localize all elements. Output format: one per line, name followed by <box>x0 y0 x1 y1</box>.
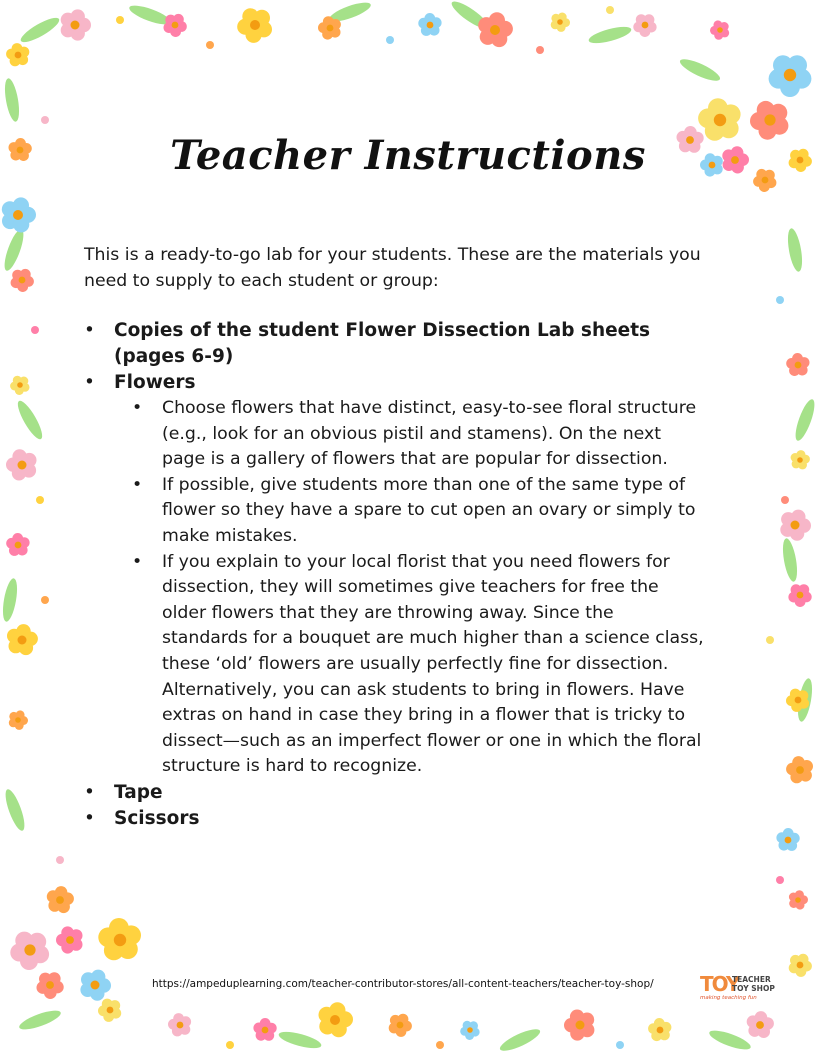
leaf-shape <box>792 397 816 442</box>
confetti-dot <box>536 46 544 54</box>
leaf-shape <box>18 14 62 46</box>
flower-icon <box>791 450 810 469</box>
leaf-shape <box>780 537 799 582</box>
flower-icon <box>418 13 441 36</box>
flower-icon <box>478 12 513 47</box>
leaf-shape <box>2 77 21 122</box>
flower-icon <box>11 269 34 292</box>
leaf-shape <box>707 1027 752 1053</box>
confetti-dot <box>31 326 39 334</box>
confetti-dot <box>616 1041 624 1049</box>
note-item: • Choose flowers that have distinct, easy-to-see floral structure (e.g., look for an obvious pistil and stamens). On the next page is a gallery of flowers that are popular for dissection. <box>114 396 704 473</box>
logo-mark: TOY <box>700 972 739 996</box>
flower-icon <box>389 1014 412 1037</box>
flower-icon <box>460 1021 479 1040</box>
flower-icon <box>10 932 49 970</box>
logo-tagline: making teaching fun <box>700 995 757 1001</box>
list-item-scissors <box>84 806 704 832</box>
note-item: • If possible, give students more than one of the same type of flower so they have a spare to cut open an ovary or simply to make mistakes. <box>114 473 704 550</box>
logo-line1: TEACHER <box>732 975 771 984</box>
leaf-shape <box>17 1007 62 1033</box>
flower-icon <box>648 1018 671 1041</box>
page-title: Teacher Instructions <box>170 132 646 179</box>
flower-icon <box>61 9 91 40</box>
flower-icon <box>769 55 812 97</box>
flower-icon <box>319 1002 354 1037</box>
confetti-dot <box>386 36 394 44</box>
confetti-dot <box>776 876 784 884</box>
leaf-shape <box>678 55 723 84</box>
confetti-dot <box>226 1041 234 1049</box>
confetti-dot <box>766 636 774 644</box>
footer-url[interactable]: https://ampeduplearning.com/teacher-contributor-stores/all-content-teachers/teacher-toy-shop/ <box>152 978 654 990</box>
flower-icon <box>164 14 187 37</box>
logo-line2: TOY SHOP <box>732 984 775 993</box>
flower-icon <box>551 13 570 32</box>
intro-paragraph: This is a ready-to-go lab for your students. These are the materials you need to supply to each student or group: <box>84 245 701 291</box>
flower-icon <box>318 16 341 39</box>
flower-icon <box>10 376 29 395</box>
teacher-toy-shop-logo <box>700 972 776 1002</box>
flower-icon <box>786 756 813 783</box>
flower-icon <box>789 954 812 977</box>
flower-icon <box>776 828 799 851</box>
leaf-shape <box>14 398 46 442</box>
confetti-dot <box>116 16 124 24</box>
confetti-dot <box>206 41 214 49</box>
list-item-flowers <box>84 370 704 780</box>
confetti-dot <box>776 296 784 304</box>
flower-icon <box>789 890 808 909</box>
flower-icon <box>37 972 64 999</box>
confetti-dot <box>41 116 49 124</box>
confetti-dot <box>56 856 64 864</box>
flower-icon <box>168 1013 191 1036</box>
leaf-shape <box>1 227 27 272</box>
item-label: Copies of the student Flower Dissection Lab sheets (pages 6-9) <box>114 320 651 367</box>
item-label: Tape <box>114 781 163 803</box>
flower-icon <box>80 970 111 1001</box>
flower-icon <box>253 1018 276 1041</box>
flower-icon <box>56 926 82 953</box>
flower-icon <box>6 449 37 480</box>
leaf-shape <box>277 1029 323 1052</box>
note-item: • If you explain to your local florist that you need flowers for dissection, they will sometimes give teachers for free the older flowers that they are throwing away. Since the standards for a bouquet are much higher than a science class, these ‘old’ flowers are usually perfectly fine for dissection. Alternatively, you can ask students to bring in flowers. Have extras on hand in case they bring in a flower that is tricky to dissect—such as an imperfect flower or one in which the floral structure is hard to recognize. <box>114 550 704 780</box>
flower-icon <box>747 1011 774 1038</box>
flower-icon <box>633 14 656 37</box>
confetti-dot <box>36 496 44 504</box>
leaf-shape <box>498 1025 543 1054</box>
flower-icon <box>710 20 729 39</box>
confetti-dot <box>41 596 49 604</box>
list-item-tape <box>84 780 704 806</box>
leaf-shape <box>2 787 28 832</box>
flower-icon <box>788 584 811 607</box>
list-item-copies <box>84 318 704 370</box>
confetti-dot <box>781 496 789 504</box>
flower-icon <box>7 624 38 655</box>
flower-icon <box>780 510 811 541</box>
flower-icon <box>9 710 28 730</box>
leaf-shape <box>785 227 804 272</box>
confetti-dot <box>436 1041 444 1049</box>
item-label: Flowers <box>114 372 196 393</box>
flower-icon <box>2 197 36 232</box>
materials-list <box>84 318 704 832</box>
flower-icon <box>6 533 29 556</box>
leaf-shape <box>0 577 19 622</box>
flowers-notes <box>114 396 704 780</box>
flower-icon <box>786 353 809 376</box>
flower-icon <box>237 8 272 43</box>
confetti-dot <box>606 6 614 14</box>
flower-icon <box>47 886 74 913</box>
flower-icon <box>98 918 141 960</box>
item-label: Scissors <box>114 807 200 829</box>
leaf-shape <box>587 24 633 47</box>
flower-icon <box>98 999 121 1022</box>
flower-icon <box>6 43 29 66</box>
flower-icon <box>564 1010 594 1041</box>
